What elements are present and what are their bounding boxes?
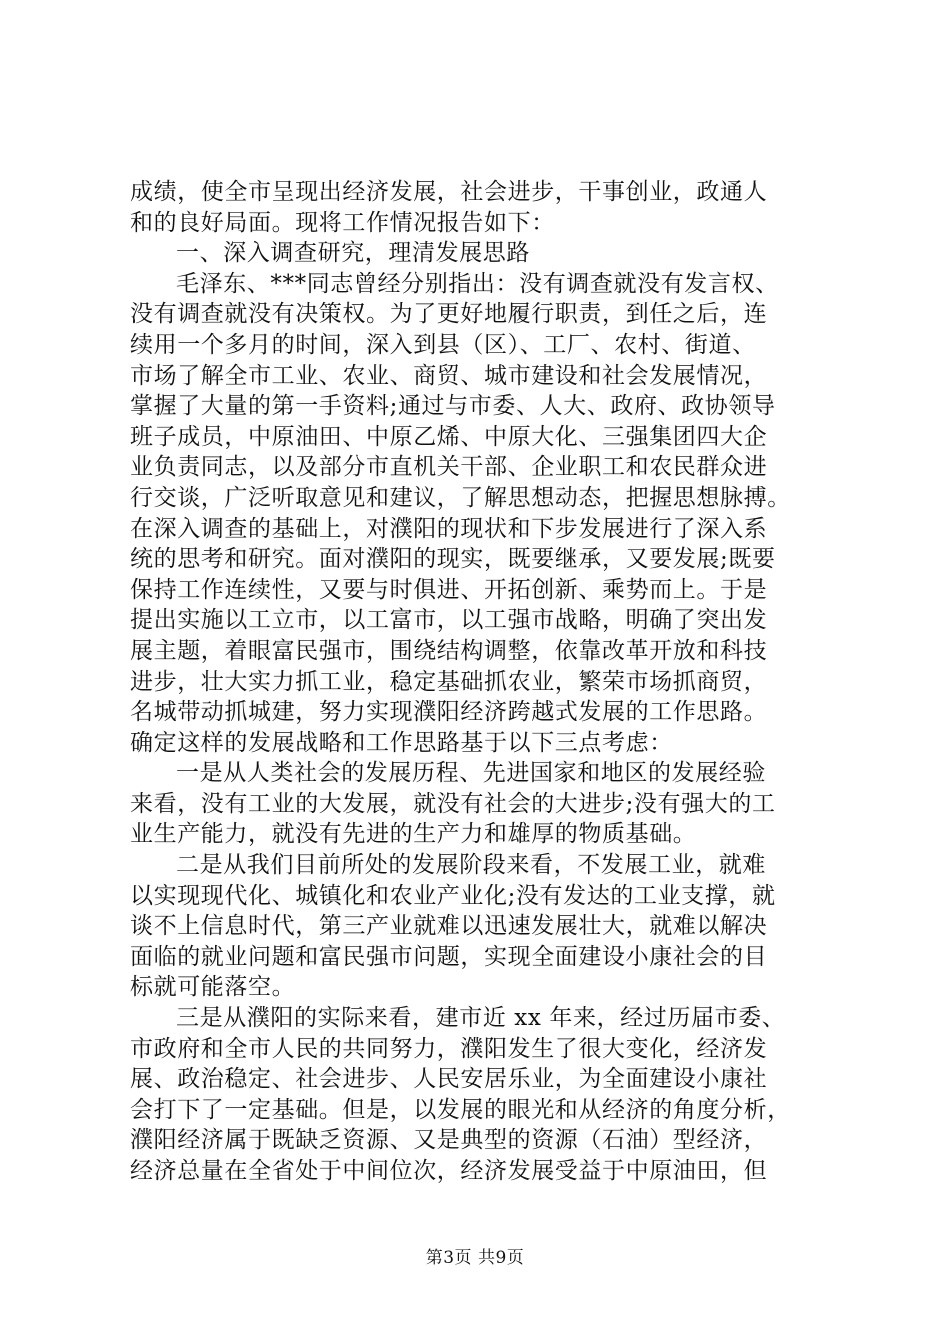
document-body [130, 177, 830, 1187]
text-line: 二是从我们目前所处的发展阶段来看，不发展工业，就难 [176, 852, 766, 879]
text-line: 经济总量在全省处于中间位次，经济发展受益于中原油田，但 [130, 1158, 768, 1184]
text-line: 以实现现代化、城镇化和农业产业化;没有发达的工业支撑，就 [130, 882, 776, 909]
text-line: 业生产能力，就没有先进的生产力和雄厚的物质基础。 [130, 821, 697, 848]
text-line: 展主题，着眼富民强市，围绕结构调整，依靠改革开放和科技 [130, 637, 768, 664]
text-line: 保持工作连续性，又要与时俱进、开拓创新、乘势而上。于是 [130, 576, 768, 603]
text-line: 一是从人类社会的发展历程、先进国家和地区的发展经验 [176, 760, 766, 787]
text-line: 三是从濮阳的实际来看，建市近 xx 年来，经过历届市委、 [176, 1005, 786, 1032]
text-line: 来看，没有工业的大发展，就没有社会的大进步;没有强大的工 [130, 790, 776, 817]
text-line: 行交谈，广泛听取意见和建议，了解思想动态，把握思想脉搏。 [130, 484, 791, 511]
text-line: 毛泽东、***同志曾经分别指出：没有调查就没有发言权、 [176, 270, 779, 297]
text-line: 续用一个多月的时间，深入到县（区）、工厂、农村、街道、 [130, 331, 756, 358]
text-line: 标就可能落空。 [130, 974, 296, 1001]
text-line: 确定这样的发展战略和工作思路基于以下三点考虑： [130, 729, 673, 756]
text-line: 市场了解全市工业、农业、商贸、城市建设和社会发展情况， [130, 362, 768, 389]
text-line: 在深入调查的基础上，对濮阳的现状和下步发展进行了深入系 [130, 515, 768, 542]
text-line: 成绩，使全市呈现出经济发展，社会进步，干事创业，政通人 [130, 179, 768, 205]
page-footer: 第3页 共9页 [425, 1248, 525, 1268]
text-line: 会打下了一定基础。但是，以发展的眼光和从经济的角度分析， [130, 1096, 791, 1123]
text-line: 提出实施以工立市，以工富市，以工强市战略，明确了突出发 [130, 607, 768, 634]
text-line: 面临的就业问题和富民强市问题，实现全面建设小康社会的目 [130, 943, 768, 970]
text-line: 濮阳经济属于既缺乏资源、又是典型的资源（石油）型经济， [130, 1127, 768, 1154]
text-line: 统的思考和研究。面对濮阳的现实，既要继承，又要发展;既要 [130, 546, 776, 573]
text-line: 名城带动抓城建，努力实现濮阳经济跨越式发展的工作思路。 [130, 699, 768, 726]
text-line: 展、政治稳定、社会进步、人民安居乐业，为全面建设小康社 [130, 1066, 768, 1093]
text-line: 没有调查就没有决策权。为了更好地履行职责，到任之后，连 [130, 301, 768, 328]
text-line: 市政府和全市人民的共同努力，濮阳发生了很大变化，经济发 [130, 1035, 768, 1062]
text-line: 掌握了大量的第一手资料;通过与市委、人大、政府、政协领导 [130, 393, 776, 420]
text-line: 班子成员，中原油田、中原乙烯、中原大化、三强集团四大企 [130, 423, 768, 450]
text-line: 进步，壮大实力抓工业，稳定基础抓农业，繁荣市场抓商贸， [130, 668, 768, 695]
text-line: 一、深入调查研究，理清发展思路 [176, 240, 530, 267]
text-line: 谈不上信息时代，第三产业就难以迅速发展壮大，就难以解决 [130, 913, 768, 940]
text-line: 业负责同志，以及部分市直机关干部、企业职工和农民群众进 [130, 454, 768, 481]
text-line: 和的良好局面。现将工作情况报告如下： [130, 209, 555, 236]
